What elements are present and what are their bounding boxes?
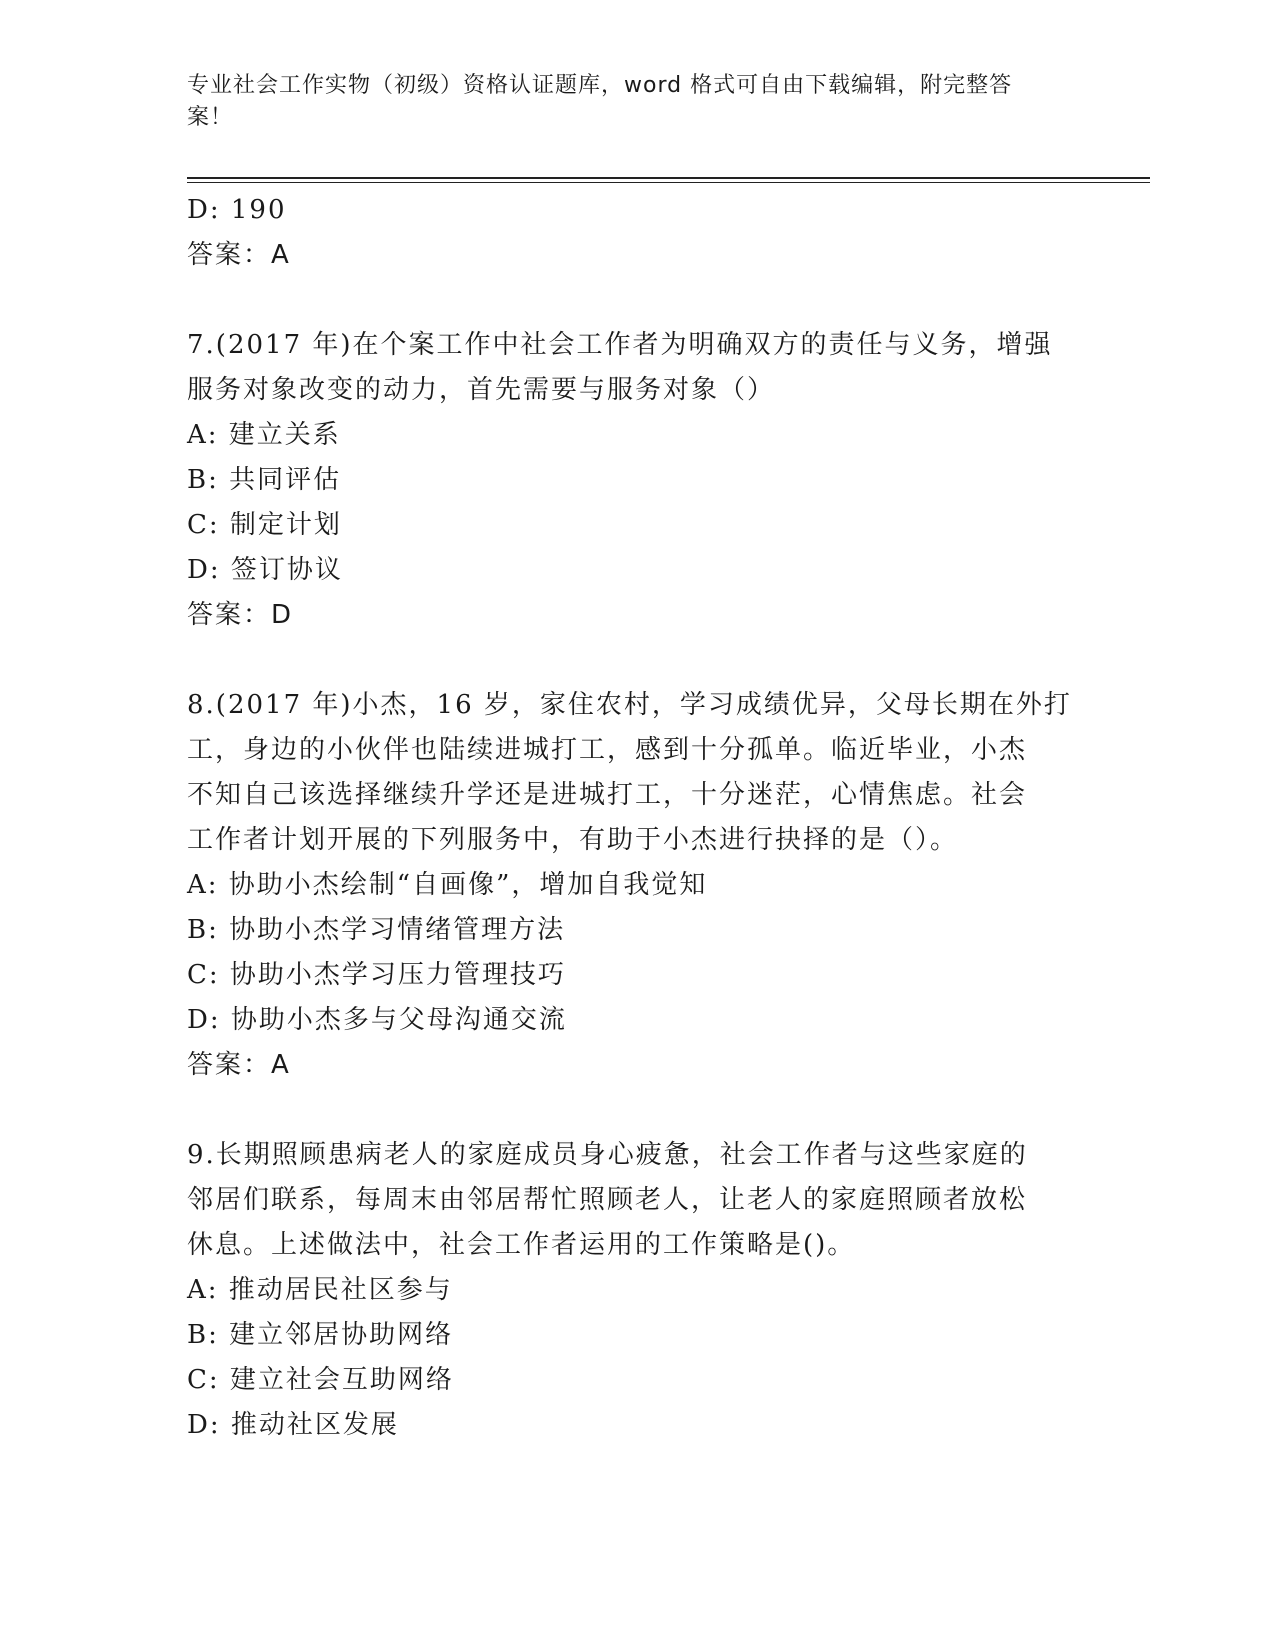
question-7-line: 7.(2017 年)在个案工作中社会工作者为明确双方的责任与义务，增强: [187, 330, 1053, 360]
question-8-option-d: D: 协助小杰多与父母沟通交流: [187, 1005, 567, 1035]
question-9-option-a: A: 推动居民社区参与: [187, 1275, 453, 1305]
question-8-line: 不知自己该选择继续升学还是进城打工，十分迷茫，心情焦虑。社会: [187, 780, 1028, 810]
question-9-line: 休息。上述做法中，社会工作者运用的工作策略是()。: [187, 1230, 856, 1260]
question-7: [187, 323, 1067, 638]
question-8-line: 工，身边的小伙伴也陆续进城打工，感到十分孤单。临近毕业，小杰: [187, 735, 1028, 765]
question-8-option-b: B: 协助小杰学习情绪管理方法: [187, 915, 566, 945]
question-8: [187, 683, 1072, 1088]
document-header: [187, 70, 1067, 134]
question-9-line: 邻居们联系，每周末由邻居帮忙照顾老人，让老人的家庭照顾者放松: [187, 1185, 1028, 1215]
question-7-line: 服务对象改变的动力，首先需要与服务对象（）: [187, 375, 776, 405]
question-7-option-c: C: 制定计划: [187, 510, 342, 540]
question-9: [187, 1133, 1067, 1448]
question-7-option-b: B: 共同评估: [187, 465, 342, 495]
question-7-answer: 答案：D: [187, 600, 294, 630]
prev-option-d: D: 190: [187, 195, 287, 225]
question-8-option-c: C: 协助小杰学习压力管理技巧: [187, 960, 566, 990]
question-9-option-c: C: 建立社会互助网络: [187, 1365, 454, 1395]
spacer: [187, 278, 1067, 323]
header-rule-thick: [187, 177, 1150, 179]
question-7-option-d: D: 签订协议: [187, 555, 343, 585]
header-line-2: 案！: [187, 105, 234, 130]
question-content: [187, 188, 1072, 1448]
question-8-answer: 答案：A: [187, 1050, 291, 1080]
question-8-option-a: A: 协助小杰绘制“自画像”，增加自我觉知: [187, 870, 708, 900]
spacer: [187, 638, 1067, 683]
header-rule-thin: [187, 182, 1150, 183]
question-7-option-a: A: 建立关系: [187, 420, 341, 450]
question-8-line: 工作者计划开展的下列服务中，有助于小杰进行抉择的是（）。: [187, 825, 959, 855]
question-9-line: 9.长期照顾患病老人的家庭成员身心疲惫，社会工作者与这些家庭的: [187, 1140, 1028, 1170]
spacer: [187, 1088, 1067, 1133]
question-9-option-b: B: 建立邻居协助网络: [187, 1320, 454, 1350]
question-8-line: 8.(2017 年)小杰，16 岁，家住农村，学习成绩优异，父母长期在外打: [187, 690, 1072, 720]
question-9-option-d: D: 推动社区发展: [187, 1410, 399, 1440]
prev-answer: 答案：A: [187, 240, 291, 270]
header-line-1: 专业社会工作实物（初级）资格认证题库，word 格式可自由下载编辑，附完整答: [187, 73, 1013, 98]
